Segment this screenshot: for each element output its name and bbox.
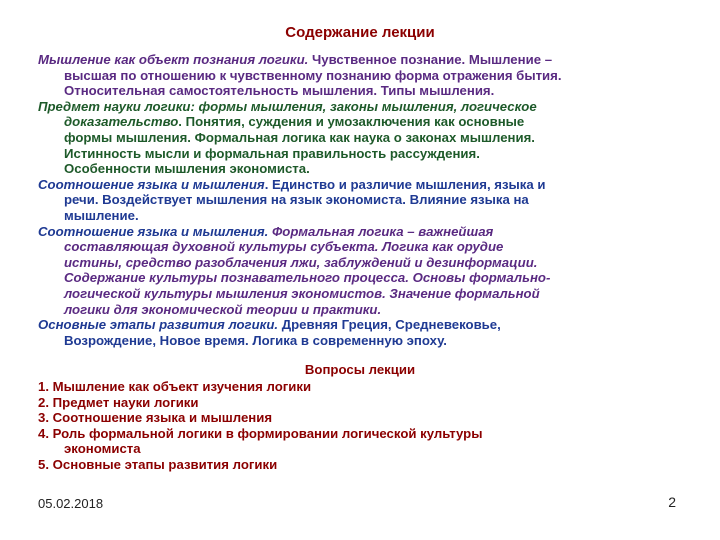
content-line <box>38 317 688 333</box>
content-line <box>38 161 688 177</box>
content-line <box>38 52 688 68</box>
text-run: Относительная самостоятельность мышления. Типы мышления. <box>64 83 495 99</box>
content-line <box>38 270 688 286</box>
question-line: 3. Соотношение языка и мышления <box>38 410 273 426</box>
text-run: истины, средство разоблачения лжи, заблуждений и дезинформации. <box>64 254 538 270</box>
content-line <box>38 177 688 193</box>
text-run: Древняя Греция, Средневековье, <box>278 317 501 333</box>
text-run: Соотношение языка и мышления. <box>38 223 269 239</box>
content-line <box>38 130 688 146</box>
content-line <box>38 114 688 130</box>
text-run: Содержание культуры познавательного процесса. Основы формально- <box>64 270 551 286</box>
question-line: 4. Роль формальной логики в формировании логической культуры <box>38 425 483 441</box>
content-line <box>38 302 688 318</box>
content-line <box>38 146 688 162</box>
text-run: Формальная логика – важнейшая <box>268 223 494 239</box>
content-paragraph <box>38 99 688 177</box>
text-run: логической культуры мышления экономистов. Значение формальной <box>64 285 540 301</box>
text-run: Истинность мысли и формальная правильность рассуждения. <box>64 145 480 161</box>
content-line <box>38 192 688 208</box>
content-paragraph <box>38 52 688 99</box>
text-run: высшая по отношению к чувственному познанию форма отражения бытия. <box>64 67 562 83</box>
question-item <box>38 395 688 411</box>
question-item <box>38 410 688 426</box>
text-run: формы мышления. Формальная логика как наука о законах мышления. <box>64 129 535 145</box>
text-run: доказательство <box>64 114 179 130</box>
content-line <box>38 255 688 271</box>
page-number: 2 <box>668 494 676 510</box>
question-line: 2. Предмет науки логики <box>38 394 199 410</box>
content-line <box>38 99 688 115</box>
content-paragraph <box>38 317 688 348</box>
slide-date: 05.02.2018 <box>38 496 104 511</box>
text-run: Чувственное познание. Мышление – <box>308 52 553 67</box>
text-run: . Единство и различие мышления, языка и <box>264 176 546 192</box>
question-item <box>38 457 688 473</box>
content-line <box>38 333 688 349</box>
content-paragraph <box>38 224 688 318</box>
content-paragraph <box>38 177 688 224</box>
text-run: мышление. <box>64 207 139 223</box>
content-line <box>38 83 688 99</box>
questions-list <box>38 379 688 473</box>
text-run: составляющая духовной культуры субъекта. Логика как орудие <box>64 239 504 255</box>
content-line <box>38 239 688 255</box>
slide-title: Содержание лекции <box>285 24 435 41</box>
content-line <box>38 224 688 240</box>
question-line: экономиста <box>64 441 141 457</box>
text-run: Особенности мышления экономиста. <box>64 161 310 177</box>
content-line <box>38 208 688 224</box>
lecture-content <box>38 52 688 348</box>
question-item <box>38 379 688 395</box>
text-run: Мышление как объект познания логики. <box>38 52 309 67</box>
questions-title: Вопросы лекции <box>304 362 416 377</box>
content-line <box>38 286 688 302</box>
text-run: . Понятия, суждения и умозаключения как основные <box>178 114 525 130</box>
content-line <box>38 68 688 84</box>
text-run: Возрождение, Новое время. Логика в современную эпоху. <box>64 332 447 348</box>
question-item <box>38 426 688 457</box>
question-line: 1. Мышление как объект изучения логики <box>38 379 312 394</box>
text-run: речи. Воздействует мышления на язык экономиста. Влияние языка на <box>64 192 529 208</box>
text-run: Основные этапы развития логики. <box>38 317 279 333</box>
text-run: логики для экономической теории и практики. <box>64 301 382 317</box>
question-line: 5. Основные этапы развития логики <box>38 456 278 472</box>
text-run: Предмет науки логики: формы мышления, законы мышления, логическое <box>38 98 537 114</box>
text-run: Соотношение языка и мышления <box>38 176 265 192</box>
